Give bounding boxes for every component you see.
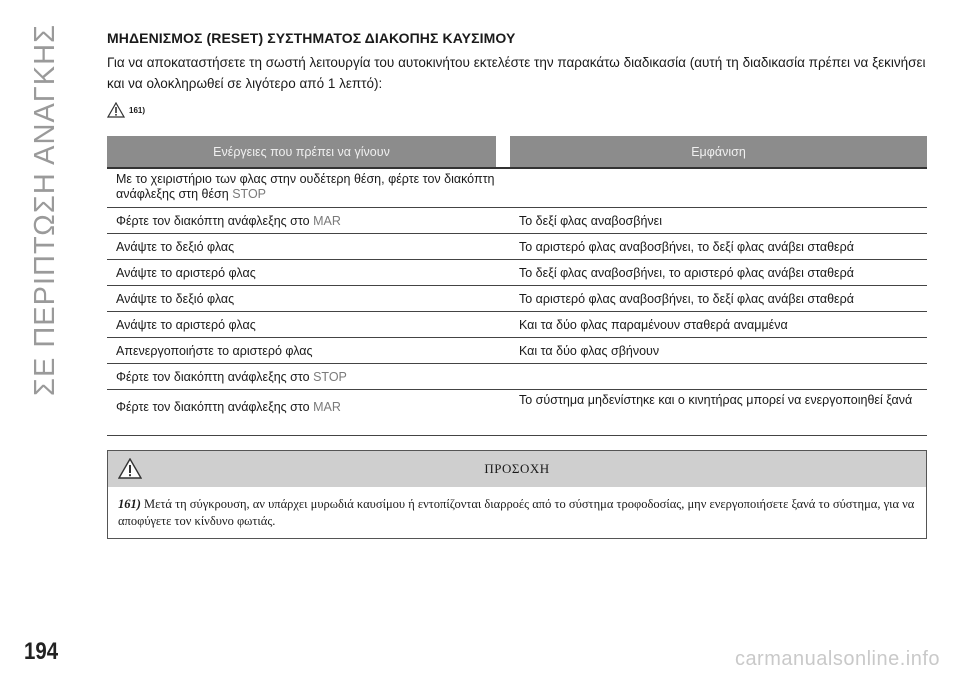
display-cell: Το δεξί φλας αναβοσβήνει	[510, 208, 927, 234]
section-title-text: ΣΕ ΠΕΡΙΠΤΩΣΗ ΑΝΑΓΚΗΣ	[28, 24, 61, 396]
display-cell: Και τα δύο φλας παραμένουν σταθερά αναμμένα	[510, 312, 927, 338]
action-cell: Απενεργοποιήστε το αριστερό φλας	[107, 338, 496, 364]
table-header-row	[107, 136, 927, 168]
column-header-actions: Ενέργειες που πρέπει να γίνουν	[107, 136, 496, 168]
caution-message: Μετά τη σύγκρουση, αν υπάρχει μυρωδιά καυσίμου ή εντοπίζονται διαρροές από το σύστημα τροφοδοσίας, μην ενεργοποιήσετε ξανά το σύστημα, για να αποφύγετε τον κίνδυνο φωτιάς.	[118, 497, 915, 528]
table-row	[107, 390, 927, 436]
display-cell	[510, 364, 927, 390]
table-row	[107, 234, 927, 260]
caution-text	[108, 487, 926, 538]
display-cell: Το αριστερό φλας αναβοσβήνει, το δεξί φλας ανάβει σταθερά	[510, 234, 927, 260]
section-heading: ΜΗΔΕΝΙΣΜΟΣ (RESET) ΣΥΣΤΗΜΑΤΟΣ ΔΙΑΚΟΠΗΣ ΚΑΥΣΙΜΟΥ	[107, 30, 516, 46]
table-row	[107, 168, 927, 208]
table-row	[107, 208, 927, 234]
section-side-title	[22, 24, 68, 396]
caution-box	[107, 450, 927, 539]
action-cell: Φέρτε τον διακόπτη ανάφλεξης στο MAR	[107, 390, 496, 436]
action-cell: Ανάψτε το αριστερό φλας	[107, 260, 496, 286]
warning-triangle-icon	[107, 102, 125, 118]
table-row	[107, 364, 927, 390]
page-number: 194	[24, 638, 59, 665]
display-cell: Το αριστερό φλας αναβοσβήνει, το δεξί φλας ανάβει σταθερά	[510, 286, 927, 312]
action-cell: Με το χειριστήριο των φλας στην ουδέτερη θέση, φέρτε τον διακόπτη ανάφλεξης στη θέση STOP	[107, 168, 496, 208]
table-row	[107, 260, 927, 286]
action-cell: Φέρτε τον διακόπτη ανάφλεξης στο MAR	[107, 208, 496, 234]
procedure-table	[107, 136, 927, 436]
watermark-text: carmanualsonline.info	[734, 648, 940, 670]
action-cell: Ανάψτε το δεξιό φλας	[107, 234, 496, 260]
display-cell: Το σύστημα μηδενίστηκε και ο κινητήρας μπορεί να ενεργοποιηθεί ξανά	[510, 390, 927, 436]
display-cell: Το δεξί φλας αναβοσβήνει, το αριστερό φλας ανάβει σταθερά	[510, 260, 927, 286]
table-row	[107, 286, 927, 312]
warning-triangle-icon	[118, 458, 142, 479]
action-cell: Φέρτε τον διακόπτη ανάφλεξης στο STOP	[107, 364, 496, 390]
warning-reference	[107, 100, 927, 120]
intro-paragraph: Για να αποκαταστήσετε τη σωστή λειτουργία του αυτοκινήτου εκτελέστε την παρακάτω διαδικασία (αυτή τη διαδικασία πρέπει να ξεκινήσει και να ολοκληρωθεί σε λιγότερο από 1 λεπτό):	[107, 55, 926, 91]
table-row	[107, 312, 927, 338]
column-header-display: Εμφάνιση	[510, 136, 927, 168]
caution-header	[108, 451, 926, 487]
caution-title: ΠΡΟΣΟΧΗ	[484, 461, 550, 476]
caution-reference: 161)	[118, 497, 141, 511]
display-cell: Και τα δύο φλας σβήνουν	[510, 338, 927, 364]
main-content	[107, 30, 927, 539]
display-cell	[510, 168, 927, 208]
action-cell: Ανάψτε το αριστερό φλας	[107, 312, 496, 338]
warning-reference-label: 161)	[129, 105, 146, 115]
table-row	[107, 338, 927, 364]
action-cell: Ανάψτε το δεξιό φλας	[107, 286, 496, 312]
